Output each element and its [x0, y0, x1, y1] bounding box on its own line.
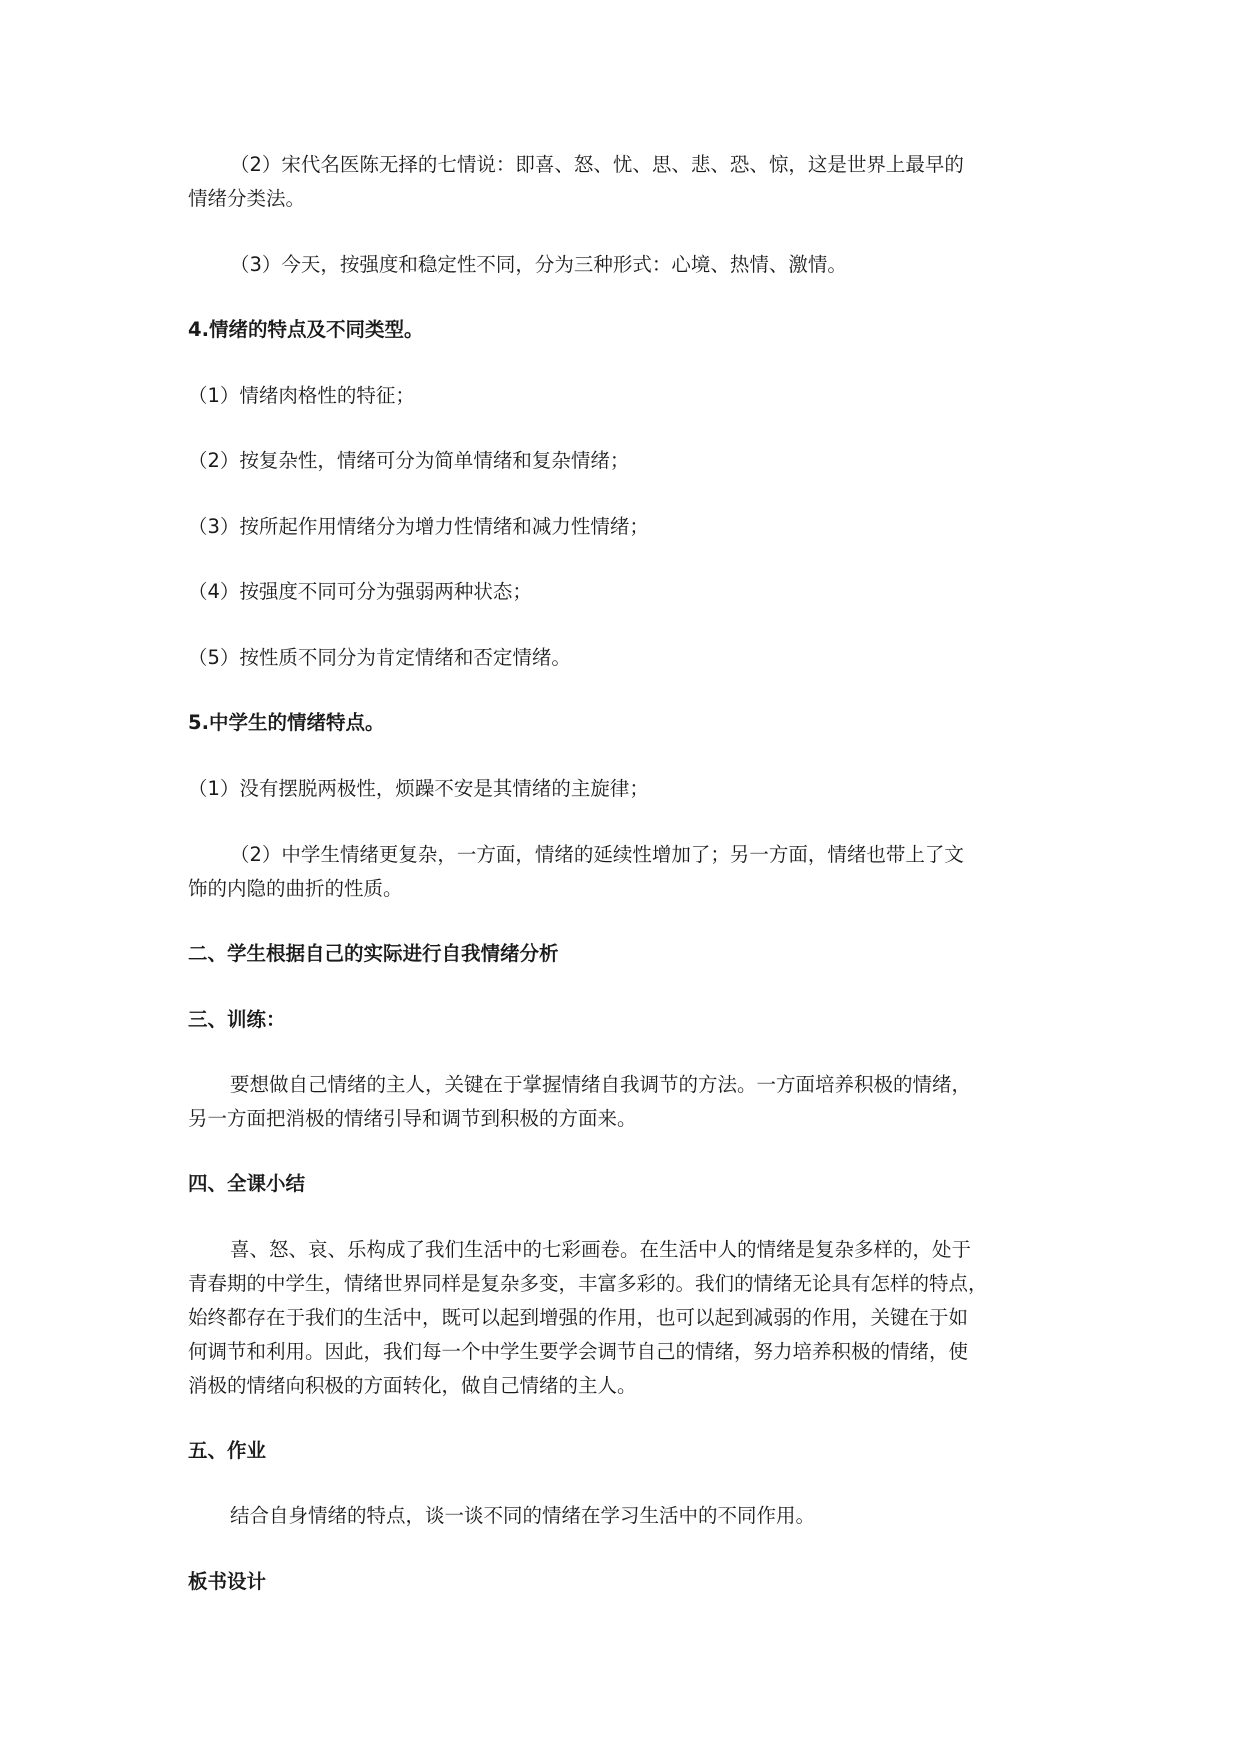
- paragraph-line: （3）今天，按强度和稳定性不同，分为三种形式：心境、热情、激情。: [230, 253, 847, 276]
- list-item: （1）没有摆脱两极性，烦躁不安是其情绪的主旋律；: [188, 777, 649, 800]
- paragraph-line: （2）宋代名医陈无择的七情说：即喜、怒、忧、思、悲、恐、惊，这是世界上最早的: [230, 153, 964, 176]
- paragraph-line: 结合自身情绪的特点，谈一谈不同的情绪在学习生活中的不同作用。: [230, 1504, 816, 1527]
- paragraph-line: 青春期的中学生，情绪世界同样是复杂多变，丰富多彩的。我们的情绪无论具有怎样的特点，: [188, 1272, 988, 1295]
- paragraph-line: 饰的内隐的曲折的性质。: [188, 877, 403, 900]
- section-heading: 三、训练：: [188, 1008, 286, 1031]
- paragraph-line: 喜、怒、哀、乐构成了我们生活中的七彩画卷。在生活中人的情绪是复杂多样的，处于: [230, 1238, 972, 1261]
- paragraph-line: 情绪分类法。: [188, 187, 306, 210]
- list-item: （4）按强度不同可分为强弱两种状态；: [188, 580, 532, 603]
- list-item: （5）按性质不同分为肯定情绪和否定情绪。: [188, 646, 571, 669]
- section-heading: 4.情绪的特点及不同类型。: [188, 318, 424, 341]
- section-heading: 五、作业: [188, 1439, 267, 1462]
- paragraph-line: 始终都存在于我们的生活中，既可以起到增强的作用，也可以起到减弱的作用，关键在于如: [188, 1306, 969, 1329]
- list-item: （1）情绪肉格性的特征；: [188, 384, 415, 407]
- paragraph-line: （2）中学生情绪更复杂，一方面，情绪的延续性增加了；另一方面，情绪也带上了文: [230, 843, 964, 866]
- section-heading: 板书设计: [188, 1570, 267, 1593]
- paragraph-line: 要想做自己情绪的主人，关键在于掌握情绪自我调节的方法。一方面培养积极的情绪，: [230, 1073, 972, 1096]
- list-item: （3）按所起作用情绪分为增力性情绪和减力性情绪；: [188, 515, 649, 538]
- section-heading: 二、学生根据自己的实际进行自我情绪分析: [188, 942, 559, 965]
- section-heading: 四、全课小结: [188, 1172, 306, 1195]
- paragraph-line: 另一方面把消极的情绪引导和调节到积极的方面来。: [188, 1107, 637, 1130]
- section-heading: 5.中学生的情绪特点。: [188, 711, 385, 734]
- paragraph-line: 消极的情绪向积极的方面转化，做自己情绪的主人。: [188, 1374, 637, 1397]
- list-item: （2）按复杂性，情绪可分为简单情绪和复杂情绪；: [188, 449, 630, 472]
- paragraph-line: 何调节和利用。因此，我们每一个中学生要学会调节自己的情绪，努力培养积极的情绪，使: [188, 1340, 969, 1363]
